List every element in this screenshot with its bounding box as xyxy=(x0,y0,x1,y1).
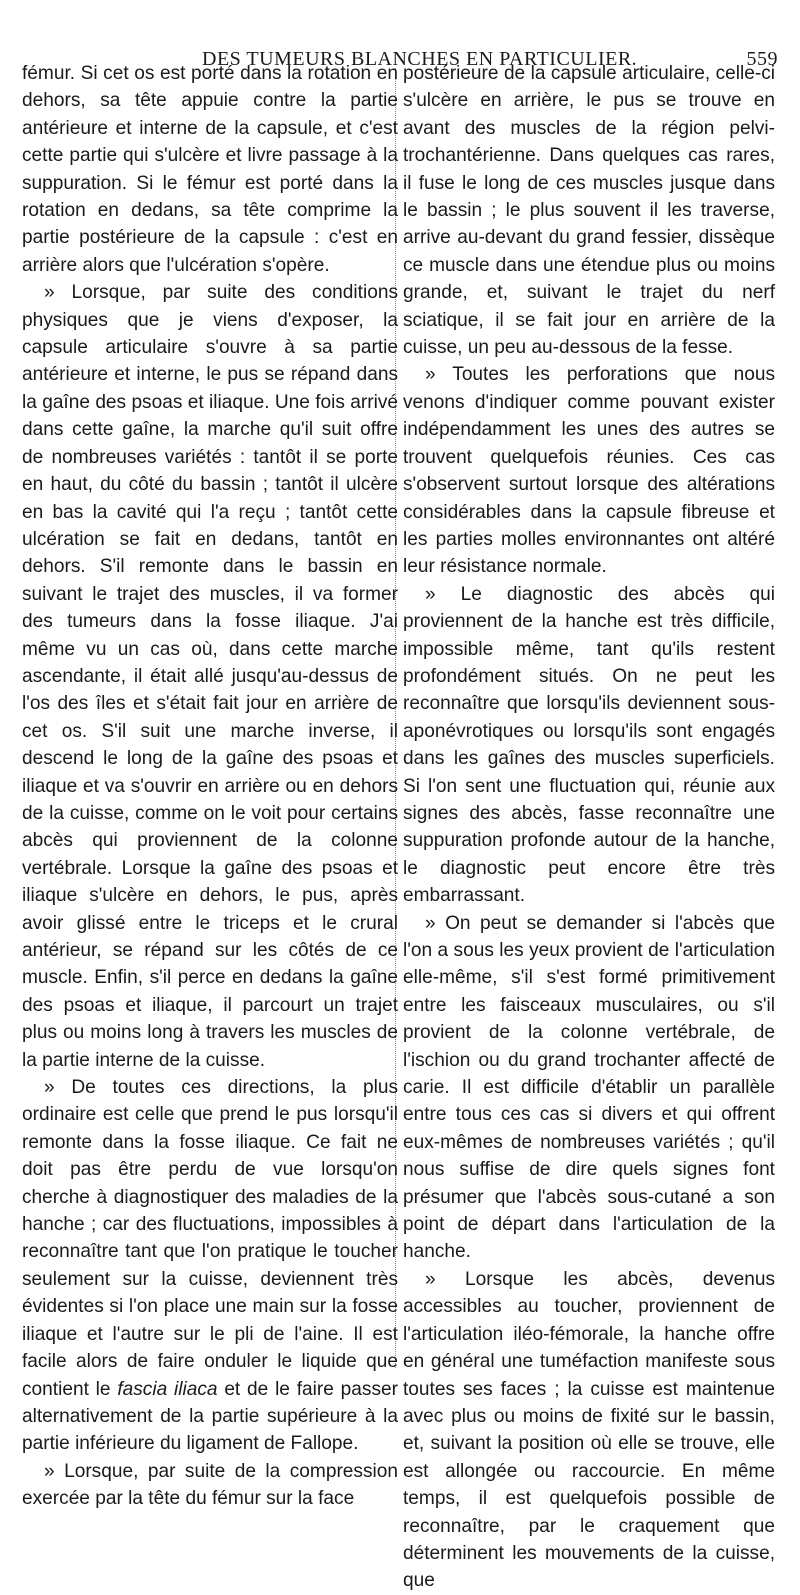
paragraph: » Lorsque, par suite de la compression exercée par la tête du fémur sur la face xyxy=(22,1460,398,1510)
page-number: 559 xyxy=(746,48,778,70)
running-header xyxy=(22,22,778,70)
paragraph: postérieure de la capsule articulaire, celle-ci s'ulcère en arrière, le pus se trouve en avant des muscles de la région pelvi-trochantérienne. Dans quelques cas rares, il fuse le long de ces muscles jusque dans le bassin ; le plus souvent il les traverse, arrive au-devant du grand fessier, dissèque ce muscle dans une étendue plus ou moins grande, et, suivant le trajet du nerf sciatique, il se fait jour en arrière de la cuisse, un peu au-dessous de la fesse. xyxy=(403,63,775,359)
left-column xyxy=(22,60,398,1513)
running-title: DES TUMEURS BLANCHES EN PARTICULIER. xyxy=(202,48,638,70)
italic-term: fascia iliaca xyxy=(117,1378,218,1400)
paragraph xyxy=(22,1074,398,1458)
paragraph: » Lorsque les abcès, devenus accessibles au toucher, proviennent de l'articulation iléo-fémorale, la hanche offre en général une tuméfaction manifeste sous toutes ses faces ; la cuisse est maintenue avec plus ou moins de fixité sur le bassin, et, suivant la position où elle se trouve, elle est allongée ou raccourcie. En même temps, il est quelquefois possible de reconnaître, par le craquement que déterminent les mouvements de la cuisse, que xyxy=(403,1268,775,1592)
paragraph: » On peut se demander si l'abcès que l'on a sous les yeux provient de l'articulation elle-même, s'il s'est formé primitivement entre les faisceaux musculaires, ou s'il provient de la colonne vertébrale, de l'ischion ou du grand trochanter affecté de carie. Il est difficile d'établir un parallèle entre tous ces cas si divers et qui offrent eux-mêmes de nombreuses variétés ; qu'il nous suffise de dire quels signes font présumer que l'abcès sous-cutané a son point de départ dans l'articulation de la hanche. xyxy=(403,912,775,1263)
right-column xyxy=(403,60,775,1595)
paragraph-text: » De toutes ces directions, la plus ordinaire est celle que prend le pus lorsqu'il remonte dans la fosse iliaque. Ce fait ne doit pas être perdu de vue lorsqu'on cherche à diagnostiquer des maladies de la hanche ; car des fluctuations, impossibles à reconnaître tant que l'on pratique le toucher seulement sur la cuisse, deviennent très évidentes si l'on place une main sur la fosse iliaque et l'autre sur le pli de l'aine. Il est facile alors de faire onduler le liquide que contient le xyxy=(22,1077,398,1400)
paragraph: fémur. Si cet os est porté dans la rotation en dehors, sa tête appuie contre la partie antérieure et interne de la capsule, et c'est cette partie qui s'ulcère et livre passage à la suppuration. Si le fémur est porté dans la rotation en dedans, sa tête comprime la partie postérieure de la capsule : c'est en arrière alors que l'ulcération s'opère. xyxy=(22,63,398,276)
paragraph: » Lorsque, par suite des conditions physiques que je viens d'exposer, la capsule articulaire s'ouvre à sa partie antérieure et interne, le pus se répand dans la gaîne des psoas et iliaque. Une fois arrivé dans cette gaîne, la marche qu'il suit offre de nombreuses variétés : tantôt il se porte en haut, du côté du bassin ; tantôt il ulcère en bas la cavité qui l'a reçu ; tantôt cette ulcération se fait en dedans, tantôt en dehors. S'il remonte dans le bassin en suivant le trajet des muscles, il va former des tumeurs dans la fosse iliaque. J'ai même vu un cas où, dans cette marche ascendante, il était allé jusqu'au-dessus de l'os des îles et s'était fait jour en arrière de cet os. S'il suit une marche inverse, il descend le long de la gaîne des psoas et iliaque et va s'ouvrir en arrière ou en dehors de la cuisse, comme on le voit pour certains abcès qui proviennent de la colonne vertébrale. Lorsque la gaîne des psoas et iliaque s'ulcère en dehors, le pus, après avoir glissé entre le triceps et le crural antérieur, se répand sur les côtés de ce muscle. Enfin, s'il perce en dedans la gaîne des psoas et iliaque, il parcourt un trajet plus ou moins long à travers les muscles de la partie interne de la cuisse. xyxy=(22,282,398,1071)
paragraph: » Toutes les perforations que nous venons d'indiquer comme pouvant exister indépendamment les unes des autres se trouvent quelquefois réunies. Ces cas s'observent surtout lorsque des altérations considérables dans la capsule fibreuse et les parties molles environnantes ont altéré leur résistance normale. xyxy=(403,364,775,578)
paragraph-text: et de le faire passer alternativement de la partie supérieure à la partie inférieure du ligament de Fallope. xyxy=(22,1378,398,1455)
paragraph: » Le diagnostic des abcès qui proviennent de la hanche est très difficile, impossible même, tant qu'ils restent profondément situés. On ne peut les reconnaître que lorsqu'ils deviennent sous-aponévrotiques ou lorsqu'ils sont engagés dans les gaînes des muscles superficiels. Si l'on sent une fluctuation qui, réunie aux signes des abcès, fasse reconnaître une suppuration profonde autour de la hanche, le diagnostic peut encore être très embarrassant. xyxy=(403,583,775,907)
